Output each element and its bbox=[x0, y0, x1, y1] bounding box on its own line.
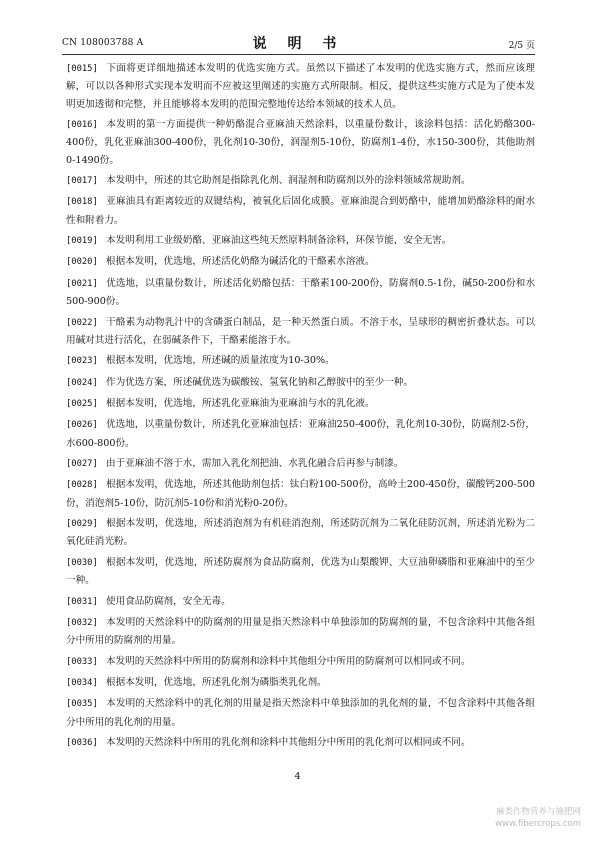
paragraph-text: 本发明的天然涂料中所用的乳化剂和涂料中其他组分中所用的乳化剂可以相同或不同。 bbox=[106, 737, 471, 749]
page-header bbox=[62, 33, 535, 53]
paragraph bbox=[66, 395, 535, 413]
paragraph-number: [0033] bbox=[66, 656, 98, 667]
paragraph-text: 本发明的天然涂料中的防腐剂的用量是指天然涂料中单独添加的防腐剂的量，不包含涂料中其他各组分中所用的防腐剂的用量。 bbox=[66, 616, 535, 647]
paragraph-number: [0029] bbox=[66, 519, 98, 530]
paragraph-text: 本发明中，所述的其它助剂是指除乳化剂、润湿剂和防腐剂以外的涂料领域常规助剂。 bbox=[106, 174, 471, 186]
paragraph-text: 根据本发明，优选地，所述防腐剂为食品防腐剂，优选为山梨酸钾、大豆油卵磷脂和亚麻油中的至少一种。 bbox=[66, 556, 535, 587]
paragraph-text: 本发明的第一方面提供一种奶酪混合亚麻油天然涂料，以重量份数计，该涂料包括：活化奶酪300-400份，乳化亚麻油300-400份，乳化剂10-30份，润湿剂5-10份，防腐剂1-4份，水150-300份，其他助剂0-1490份。 bbox=[66, 118, 535, 166]
paragraph-text: 本发明的天然涂料中所用的防腐剂和涂料中其他组分中所用的防腐剂可以相同或不同。 bbox=[106, 655, 471, 667]
paragraph-text: 根据本发明，优选地，所述消泡剂为有机硅消泡剂，所述防沉剂为二氧化硅防沉剂，所述消光粉为二氧化硅消光粉。 bbox=[66, 518, 535, 548]
paragraph bbox=[66, 116, 535, 169]
paragraph-number: [0020] bbox=[66, 257, 98, 268]
paragraph-number: [0016] bbox=[66, 119, 98, 130]
paragraph-number: [0036] bbox=[66, 738, 98, 749]
paragraph bbox=[66, 653, 535, 671]
patent-number: CN 108003788 A bbox=[62, 38, 144, 48]
paragraph-number: [0023] bbox=[66, 356, 98, 367]
header-rule bbox=[62, 54, 535, 55]
paragraph-number: [0031] bbox=[66, 596, 98, 607]
paragraph-number: [0032] bbox=[66, 617, 98, 628]
paragraph-number: [0028] bbox=[66, 480, 98, 491]
paragraph-number: [0035] bbox=[66, 699, 98, 710]
document-title: 说 明 书 bbox=[252, 36, 345, 52]
paragraph bbox=[66, 614, 535, 650]
page-indicator: 2/5 页 bbox=[508, 41, 535, 51]
paragraph bbox=[66, 695, 535, 731]
paragraph-number: [0017] bbox=[66, 175, 98, 186]
paragraph-text: 根据本发明，优选地，所述其他助剂包括：钛白粉100-500份，高岭土200-450份，碳酸钙200-500份，消泡剂5-10份，防沉剂5-10份和消光粉0-20份。 bbox=[66, 479, 535, 509]
paragraph-number: [0018] bbox=[66, 197, 98, 208]
paragraph bbox=[66, 593, 535, 611]
paragraph-text: 根据本发明，优选地，所述活化奶酪为碱活化的干酪素水溶液。 bbox=[106, 256, 375, 268]
paragraph-number: [0034] bbox=[66, 677, 98, 688]
paragraph-text: 干酪素为动物乳汁中的含磷蛋白制品，是一种天然蛋白质。不溶于水，呈球形的稠密折叠状态。可以用碱对其进行活化，在弱碱条件下，干酪素能溶于水。 bbox=[66, 316, 535, 346]
watermark-text: 麻类作物营养与施肥网 bbox=[495, 807, 581, 817]
paragraph-text: 本发明利用工业级奶酪、亚麻油这些纯天然原料制备涂料，环保节能，安全无害。 bbox=[106, 235, 452, 247]
paragraph-text: 根据本发明，优选地，所述乳化亚麻油为亚麻油与水的乳化液。 bbox=[106, 397, 375, 409]
paragraph-number: [0015] bbox=[66, 64, 98, 74]
paragraph-text: 本发明的天然涂料中的乳化剂的用量是指天然涂料中单独添加的乳化剂的量，不包含涂料中其他各组分中所用的乳化剂的用量。 bbox=[66, 698, 535, 728]
paragraph-number: [0021] bbox=[66, 278, 98, 289]
paragraph bbox=[66, 515, 535, 551]
page-number: 4 bbox=[294, 771, 301, 782]
paragraph bbox=[66, 60, 535, 113]
paragraph bbox=[66, 352, 535, 370]
paragraph bbox=[66, 554, 535, 590]
paragraph-text: 由于亚麻油不溶于水，需加入乳化剂把油、水乳化融合后再参与制漆。 bbox=[106, 458, 404, 470]
document-body bbox=[66, 60, 535, 755]
paragraph-text: 优选地，以重量份数计，所述活化奶酪包括：干酪素100-200份，防腐剂0.5-1份，碱50-200份和水500-900份。 bbox=[66, 277, 535, 308]
paragraph bbox=[66, 476, 535, 512]
paragraph-text: 使用食品防腐剂，安全无毒。 bbox=[106, 595, 231, 607]
paragraph-text: 作为优选方案，所述碱优选为碳酸铵、氢氧化钠和乙醇胺中的至少一种。 bbox=[106, 376, 413, 388]
paragraph bbox=[66, 232, 535, 250]
paragraph bbox=[66, 734, 535, 752]
paragraph bbox=[66, 314, 535, 350]
paragraph bbox=[66, 193, 535, 229]
paragraph bbox=[66, 455, 535, 473]
paragraph-number: [0022] bbox=[66, 317, 98, 328]
paragraph-text: 根据本发明，优选地，所述碱的质量浓度为10-30%。 bbox=[106, 355, 335, 367]
paragraph-text: 优选地，以重量份数计，所述乳化亚麻油包括：亚麻油250-400份，乳化剂10-30份，防腐剂2-5份，水600-800份。 bbox=[66, 419, 535, 449]
paragraph bbox=[66, 253, 535, 271]
paragraph-number: [0030] bbox=[66, 557, 98, 568]
paragraph-text: 根据本发明，优选地，所述乳化剂为磷脂类乳化剂。 bbox=[106, 676, 327, 688]
watermark-url: www.fibercrops.com bbox=[495, 819, 581, 829]
paragraph-number: [0026] bbox=[66, 420, 98, 431]
paragraph bbox=[66, 674, 535, 692]
paragraph-number: [0019] bbox=[66, 236, 98, 247]
paragraph-number: [0027] bbox=[66, 459, 98, 470]
watermark bbox=[495, 806, 581, 830]
paragraph bbox=[66, 374, 535, 392]
paragraph bbox=[66, 275, 535, 311]
paragraph-number: [0025] bbox=[66, 398, 98, 409]
paragraph-text: 下面将更详细地描述本发明的优选实施方式。虽然以下描述了本发明的优选实施方式，然而应该理解，可以以各种形式实现本发明而不应被这里阐述的实施方式所限制。相反，提供这些实施方式是为了使本发明更加透彻和完整，并且能够将本发明的范围完整地传达给本领域的技术人员。 bbox=[66, 63, 535, 110]
paragraph bbox=[66, 172, 535, 190]
paragraph-number: [0024] bbox=[66, 377, 98, 388]
paragraph-text: 亚麻油具有距离较近的双键结构，被氧化后固化成膜。亚麻油混合到奶酪中，能增加奶酪涂料的耐水性和附着力。 bbox=[66, 196, 535, 226]
paragraph bbox=[66, 416, 535, 452]
